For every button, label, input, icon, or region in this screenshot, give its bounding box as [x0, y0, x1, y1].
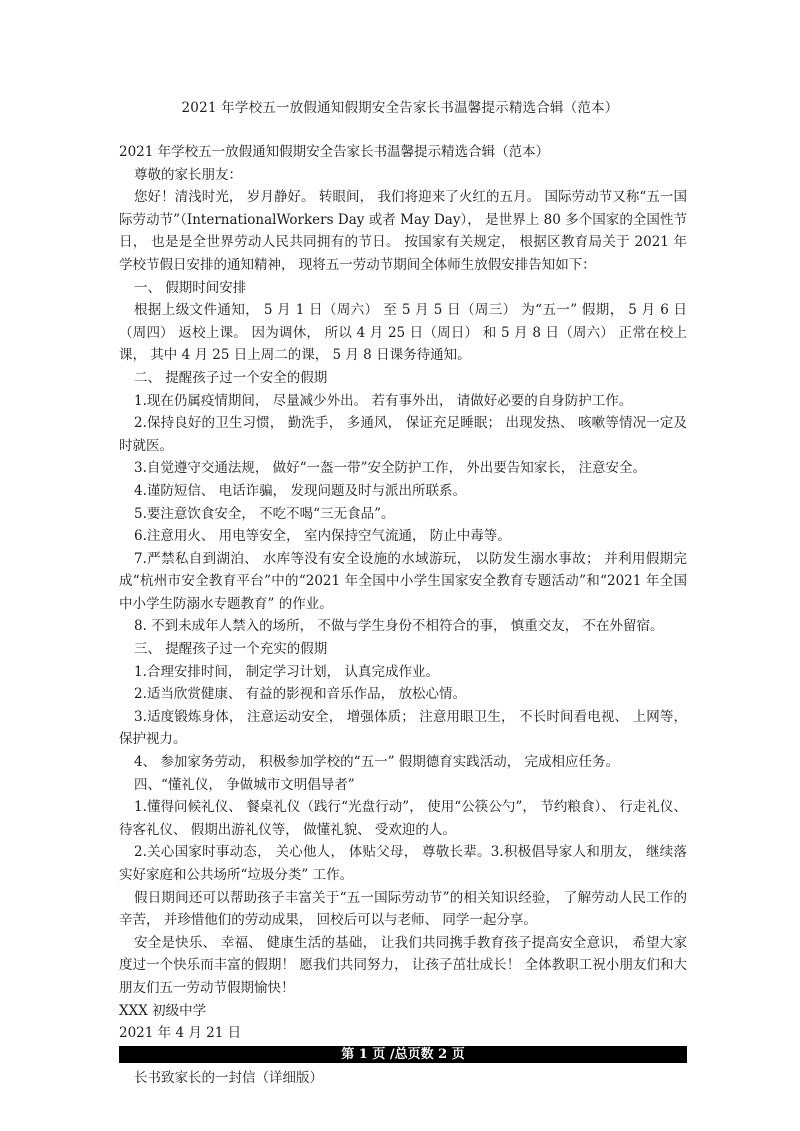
paragraph: XXX 初级中学	[119, 1002, 207, 1019]
paragraph: 2.保持良好的卫生习惯， 勤洗手， 多通风， 保证充足睡眠； 出现发热、 咳嗽等情况一定及时就医。	[119, 415, 687, 454]
paragraph: 一、 假期时间安排	[134, 279, 247, 296]
paragraph: 2021 年 4 月 21 日	[119, 1025, 242, 1042]
paragraph: 8. 不到未成年人禁入的场所， 不做与学生身份不相符合的事， 慎重交友， 不在外留宿。	[134, 618, 664, 635]
paragraph: 5.要注意饮食安全， 不吃不喝“三无食品”。	[134, 505, 395, 522]
paragraph: 根据上级文件通知， 5 月 1 日（周六） 至 5 月 5 日（周三） 为“五一” 假期， 5 月 6 日（周四） 返校上课。 因为调休， 所以 4 月 25 日（周日） 和 5 月 8 日（周六） 正常在校上课， 其中 4 月 25 日上周二的课， 5 月 8 日课务待通知。	[119, 302, 687, 364]
paragraph: 四、“懂礼仪， 争做城市文明倡导者”	[134, 776, 355, 793]
paragraph: 三、 提醒孩子过一个充实的假期	[134, 641, 328, 658]
paragraph: 1.现在仍属疫情期间， 尽量减少外出。 若有事外出， 请做好必要的自身防护工作。	[134, 392, 633, 409]
paragraph: 3.适度锻炼身体， 注意运动安全， 增强体质； 注意用眼卫生， 不长时间看电视、 上网等，保护视力。	[119, 708, 687, 748]
paragraph: 2.适当欣赏健康、 有益的影视和音乐作品， 放松心情。	[134, 686, 466, 703]
paragraph: 6.注意用火、 用电等安全， 室内保持空气流通， 防止中毒等。	[134, 528, 511, 545]
document-body	[119, 141, 687, 1090]
paragraph: 1.合理安排时间， 制定学习计划， 认真完成作业。	[134, 663, 439, 680]
paragraph: 长书致家长的一封信（详细版）	[134, 1070, 323, 1087]
paragraph: 二、 提醒孩子过一个安全的假期	[134, 369, 328, 386]
document-title: 2021 年学校五一放假通知假期安全告家长书温馨提示精选合辑（范本）	[181, 100, 619, 116]
paragraph: 7.严禁私自到湖泊、 水库等没有安全设施的水域游玩， 以防发生溺水事故； 并利用假期完成“杭州市安全教育平台”中的“2021 年全国中小学生国家安全教育专题活动”和“2021 年全国中小学生防溺水专题教育” 的作业。	[119, 550, 687, 612]
paragraph: 假日期间还可以帮助孩子丰富关于“五一国际劳动节”的相关知识经验， 了解劳动人民工作的辛苦， 并珍惜他们的劳动成果， 回校后可以与老师、 同学一起分享。	[119, 889, 687, 929]
paragraph: 3.自觉遵守交通法规， 做好“一盔一带”安全防护工作， 外出要告知家长， 注意安全。	[134, 460, 647, 477]
page-footer: 第 1 页 /总页数 2 页	[119, 1046, 687, 1063]
paragraph: 1.懂得问候礼仪、 餐桌礼仪（践行“光盘行动”， 使用“公筷公勺”， 节约粮食）、 行走礼仪、 待客礼仪、 假期出游礼仪等， 做懂礼貌、 受欢迎的人。	[119, 799, 687, 838]
paragraph: 4、 参加家务劳动， 积极参加学校的“五一” 假期德育实践活动， 完成相应任务。	[134, 754, 620, 771]
paragraph: 4.谨防短信、 电话诈骗， 发现问题及时与派出所联系。	[134, 482, 466, 499]
paragraph: 尊敬的家长朋友：	[134, 166, 242, 183]
paragraph: 安全是快乐、 幸福、 健康生活的基础， 让我们共同携手教育孩子提高安全意识， 希望大家度过一个快乐而丰富的假期！ 愿我们共同努力， 让孩子茁壮成长！ 全体教职工祝小朋友们和大朋友们五一劳动节假期愉快！	[119, 934, 687, 996]
paragraph: 2021 年学校五一放假通知假期安全告家长书温馨提示精选合辑（范本）	[119, 144, 550, 160]
paragraph: 2.关心国家时事动态， 关心他人， 体贴父母， 尊敬长辈。3.积极倡导家人和朋友， 继续落实好家庭和公共场所“垃圾分类” 工作。	[119, 844, 687, 883]
paragraph: 您好！清浅时光， 岁月静好。 转眼间， 我们将迎来了火红的五月。 国际劳动节又称“五一国际劳动节”（InternationalWorkers Day 或者 May Day）， 是世界上 80 多个国家的全国性节日， 也是是全世界劳动人民共同拥有的节日。 按国家有关规定， 根据区教育局关于 2021 年学校节假日安排的通知精神， 现将五一劳动节期间全体师生放假安排告知如下：	[119, 189, 687, 273]
